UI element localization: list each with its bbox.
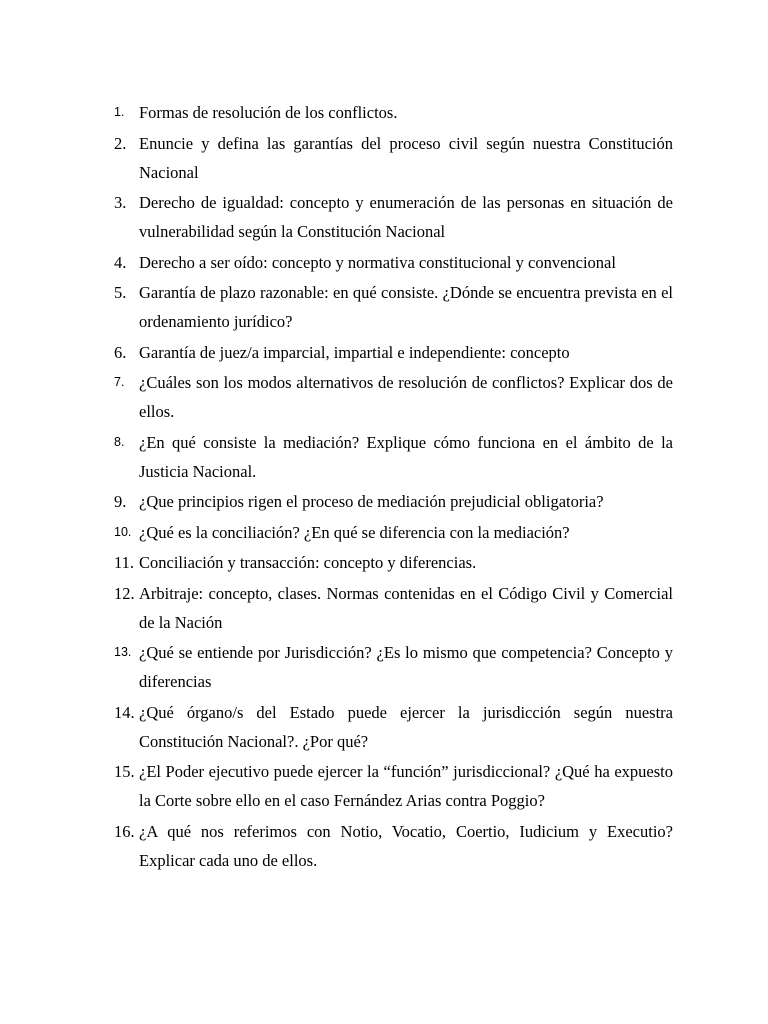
item-text: Enuncie y defina las garantías del proceso civil según nuestra Constitución Nacional bbox=[139, 133, 673, 182]
list-item bbox=[0, 579, 768, 637]
item-number: 1. bbox=[114, 105, 125, 119]
item-text: ¿El Poder ejecutivo puede ejercer la “función” jurisdiccional? ¿Qué ha expuesto la Corte sobre ello en el caso Fernández Arias contra Poggio? bbox=[139, 762, 673, 810]
list-item bbox=[0, 278, 768, 336]
item-text: ¿Que principios rigen el proceso de mediación prejudicial obligatoria? bbox=[139, 492, 604, 511]
item-text: Derecho de igualdad: concepto y enumeración de las personas en situación de vulnerabilidad según la Constitución Nacional bbox=[139, 193, 673, 241]
item-text: ¿A qué nos referimos con Notio, Vocatio, Coertio, Iudicium y Executio? Explicar cada uno de ellos. bbox=[139, 821, 673, 870]
item-number: 3. bbox=[114, 193, 127, 212]
question-list bbox=[0, 98, 768, 876]
list-item bbox=[0, 487, 768, 516]
list-item bbox=[0, 129, 768, 187]
list-item bbox=[0, 368, 768, 426]
item-number: 11. bbox=[114, 553, 135, 572]
item-number: 4. bbox=[114, 252, 127, 272]
list-item bbox=[0, 248, 768, 277]
item-number: 2. bbox=[114, 133, 127, 153]
item-text: Derecho a ser oído: concepto y normativa constitucional y convencional bbox=[139, 252, 616, 272]
item-text: ¿Cuáles son los modos alternativos de resolución de conflictos? Explicar dos de ellos. bbox=[139, 373, 673, 421]
item-text: Formas de resolución de los conflictos. bbox=[139, 103, 398, 122]
list-item bbox=[0, 548, 768, 577]
item-number: 10. bbox=[114, 524, 132, 539]
item-number: 12. bbox=[114, 583, 135, 603]
item-text: Conciliación y transacción: concepto y diferencias. bbox=[139, 553, 477, 572]
item-number: 15. bbox=[114, 762, 135, 781]
item-number: 8. bbox=[114, 434, 125, 449]
list-item bbox=[0, 757, 768, 815]
item-text: ¿Qué es la conciliación? ¿En qué se diferencia con la mediación? bbox=[139, 522, 570, 542]
item-text: Garantía de plazo razonable: en qué consiste. ¿Dónde se encuentra prevista en el ordenamiento jurídico? bbox=[139, 283, 673, 331]
item-number: 9. bbox=[114, 492, 127, 511]
list-item bbox=[0, 188, 768, 246]
item-number: 14. bbox=[114, 702, 135, 722]
list-item bbox=[0, 428, 768, 486]
item-number: 5. bbox=[114, 283, 127, 302]
item-text: ¿En qué consiste la mediación? Explique cómo funciona en el ámbito de la Justicia Nacional. bbox=[139, 432, 673, 481]
item-text: Garantía de juez/a imparcial, impartial e independiente: concepto bbox=[139, 342, 570, 362]
list-item bbox=[0, 817, 768, 875]
item-number: 13. bbox=[114, 645, 132, 659]
list-item bbox=[0, 638, 768, 696]
item-number: 16. bbox=[114, 821, 135, 841]
list-item bbox=[0, 518, 768, 547]
item-text: ¿Qué se entiende por Jurisdicción? ¿Es lo mismo que competencia? Concepto y diferencias bbox=[139, 643, 673, 691]
list-item bbox=[0, 338, 768, 367]
list-item bbox=[0, 698, 768, 756]
list-item bbox=[0, 98, 768, 127]
item-text: Arbitraje: concepto, clases. Normas contenidas en el Código Civil y Comercial de la Nación bbox=[139, 583, 673, 632]
item-number: 6. bbox=[114, 342, 127, 362]
item-text: ¿Qué órgano/s del Estado puede ejercer la jurisdicción según nuestra Constitución Nacional?. ¿Por qué? bbox=[139, 702, 673, 751]
item-number: 7. bbox=[114, 375, 125, 389]
